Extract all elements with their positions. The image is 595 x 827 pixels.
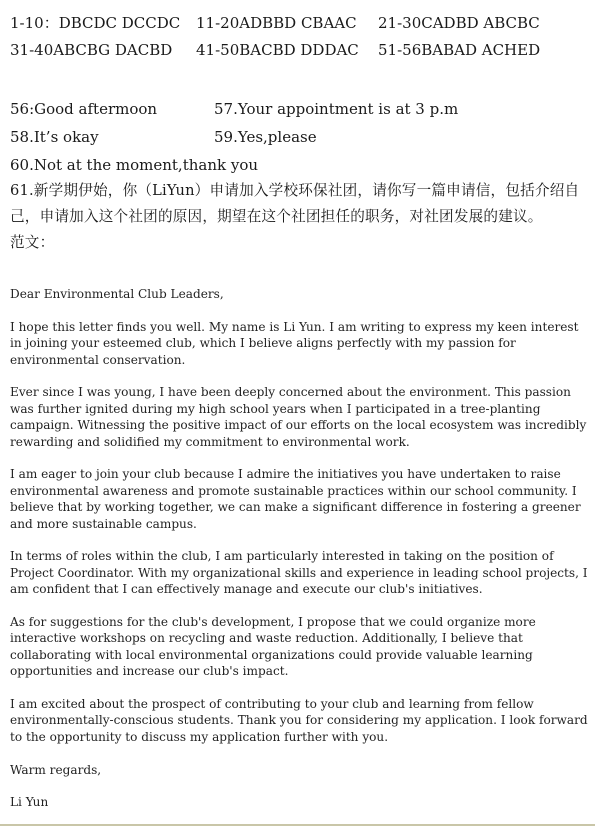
answer-group: 11-20ADBBD CBAAC	[196, 14, 357, 32]
letter-paragraph: I am eager to join your club because I admire the initiatives you have undertaken to raise environmental awareness and promote sustainable practices within our school community. I believe that by working together, we can make a significant difference in fostering a greener and more sustainable campus.	[10, 467, 581, 531]
letter-salutation: Dear Environmental Club Leaders,	[10, 287, 224, 301]
dialogue-answers	[10, 96, 590, 180]
dialogue-row	[10, 96, 590, 124]
answer-58: 58.It’s okay	[10, 128, 99, 146]
letter-paragraph: Ever since I was young, I have been deeply concerned about the environment. This passion was further ignited during my high school years when I participated in a tree-planting campaign. Witnessing the positive impact of our efforts on the local ecosystem was incredibly rewarding and solidified my commitment to environmental work.	[10, 385, 587, 449]
letter-paragraph: In terms of roles within the club, I am particularly interested in taking on the position of Project Coordinator. With my organizational skills and experience in leading school projects, I am confident that I can effectively manage and execute our club's initiatives.	[10, 549, 588, 597]
letter-closing: Warm regards,	[10, 762, 102, 777]
answer-group: 1-10：DBCDC DCCDC	[10, 14, 181, 32]
answer-group: 21-30CADBD ABCBC	[378, 14, 540, 32]
answer-group: 41-50BACBD DDDAC	[196, 41, 359, 59]
letter-paragraph: I am excited about the prospect of contributing to your club and learning from fellow environmentally-conscious students. Thank you for considering my application. I look forward to the opportunity to discuss my application further with you.	[10, 697, 588, 744]
sample-letter	[10, 286, 588, 811]
answer-group: 31-40ABCBG DACBD	[10, 41, 173, 59]
letter-paragraph: As for suggestions for the club's development, I propose that we could organize more interactive workshops on recycling and waste reduction. Additionally, I believe that collaborating with local environmental organizations could provide valuable learning opportunities and increase our club's impact.	[10, 615, 536, 679]
answer-60: 60.Not at the moment,thank you	[10, 156, 259, 174]
answer-row	[10, 37, 590, 64]
writing-task	[10, 178, 582, 256]
answer-key	[10, 10, 590, 64]
answer-57: 57.Your appointment is at 3 p.m	[214, 100, 459, 118]
task-prompt: 61.新学期伊始，你（LiYun）申请加入学校环保社团，请你写一篇申请信，包括介绍自己，申请加入这个社团的原因，期望在这个社团担任的职务，对社团发展的建议。	[10, 182, 580, 225]
answer-59: 59.Yes,please	[214, 128, 317, 146]
answer-row	[10, 10, 590, 37]
answer-group: 51-56BABAD ACHED	[378, 41, 541, 59]
dialogue-row	[10, 152, 590, 180]
letter-paragraph: I hope this letter finds you well. My name is Li Yun. I am writing to express my keen interest in joining your esteemed club, which I believe aligns perfectly with my passion for environmental conservation.	[10, 319, 579, 367]
answer-56: 56:Good aftermoon	[10, 100, 158, 118]
bottom-divider	[0, 824, 595, 826]
sample-essay-label: 范文：	[10, 234, 55, 251]
dialogue-row	[10, 124, 590, 152]
letter-signature: Li Yun	[10, 795, 49, 810]
